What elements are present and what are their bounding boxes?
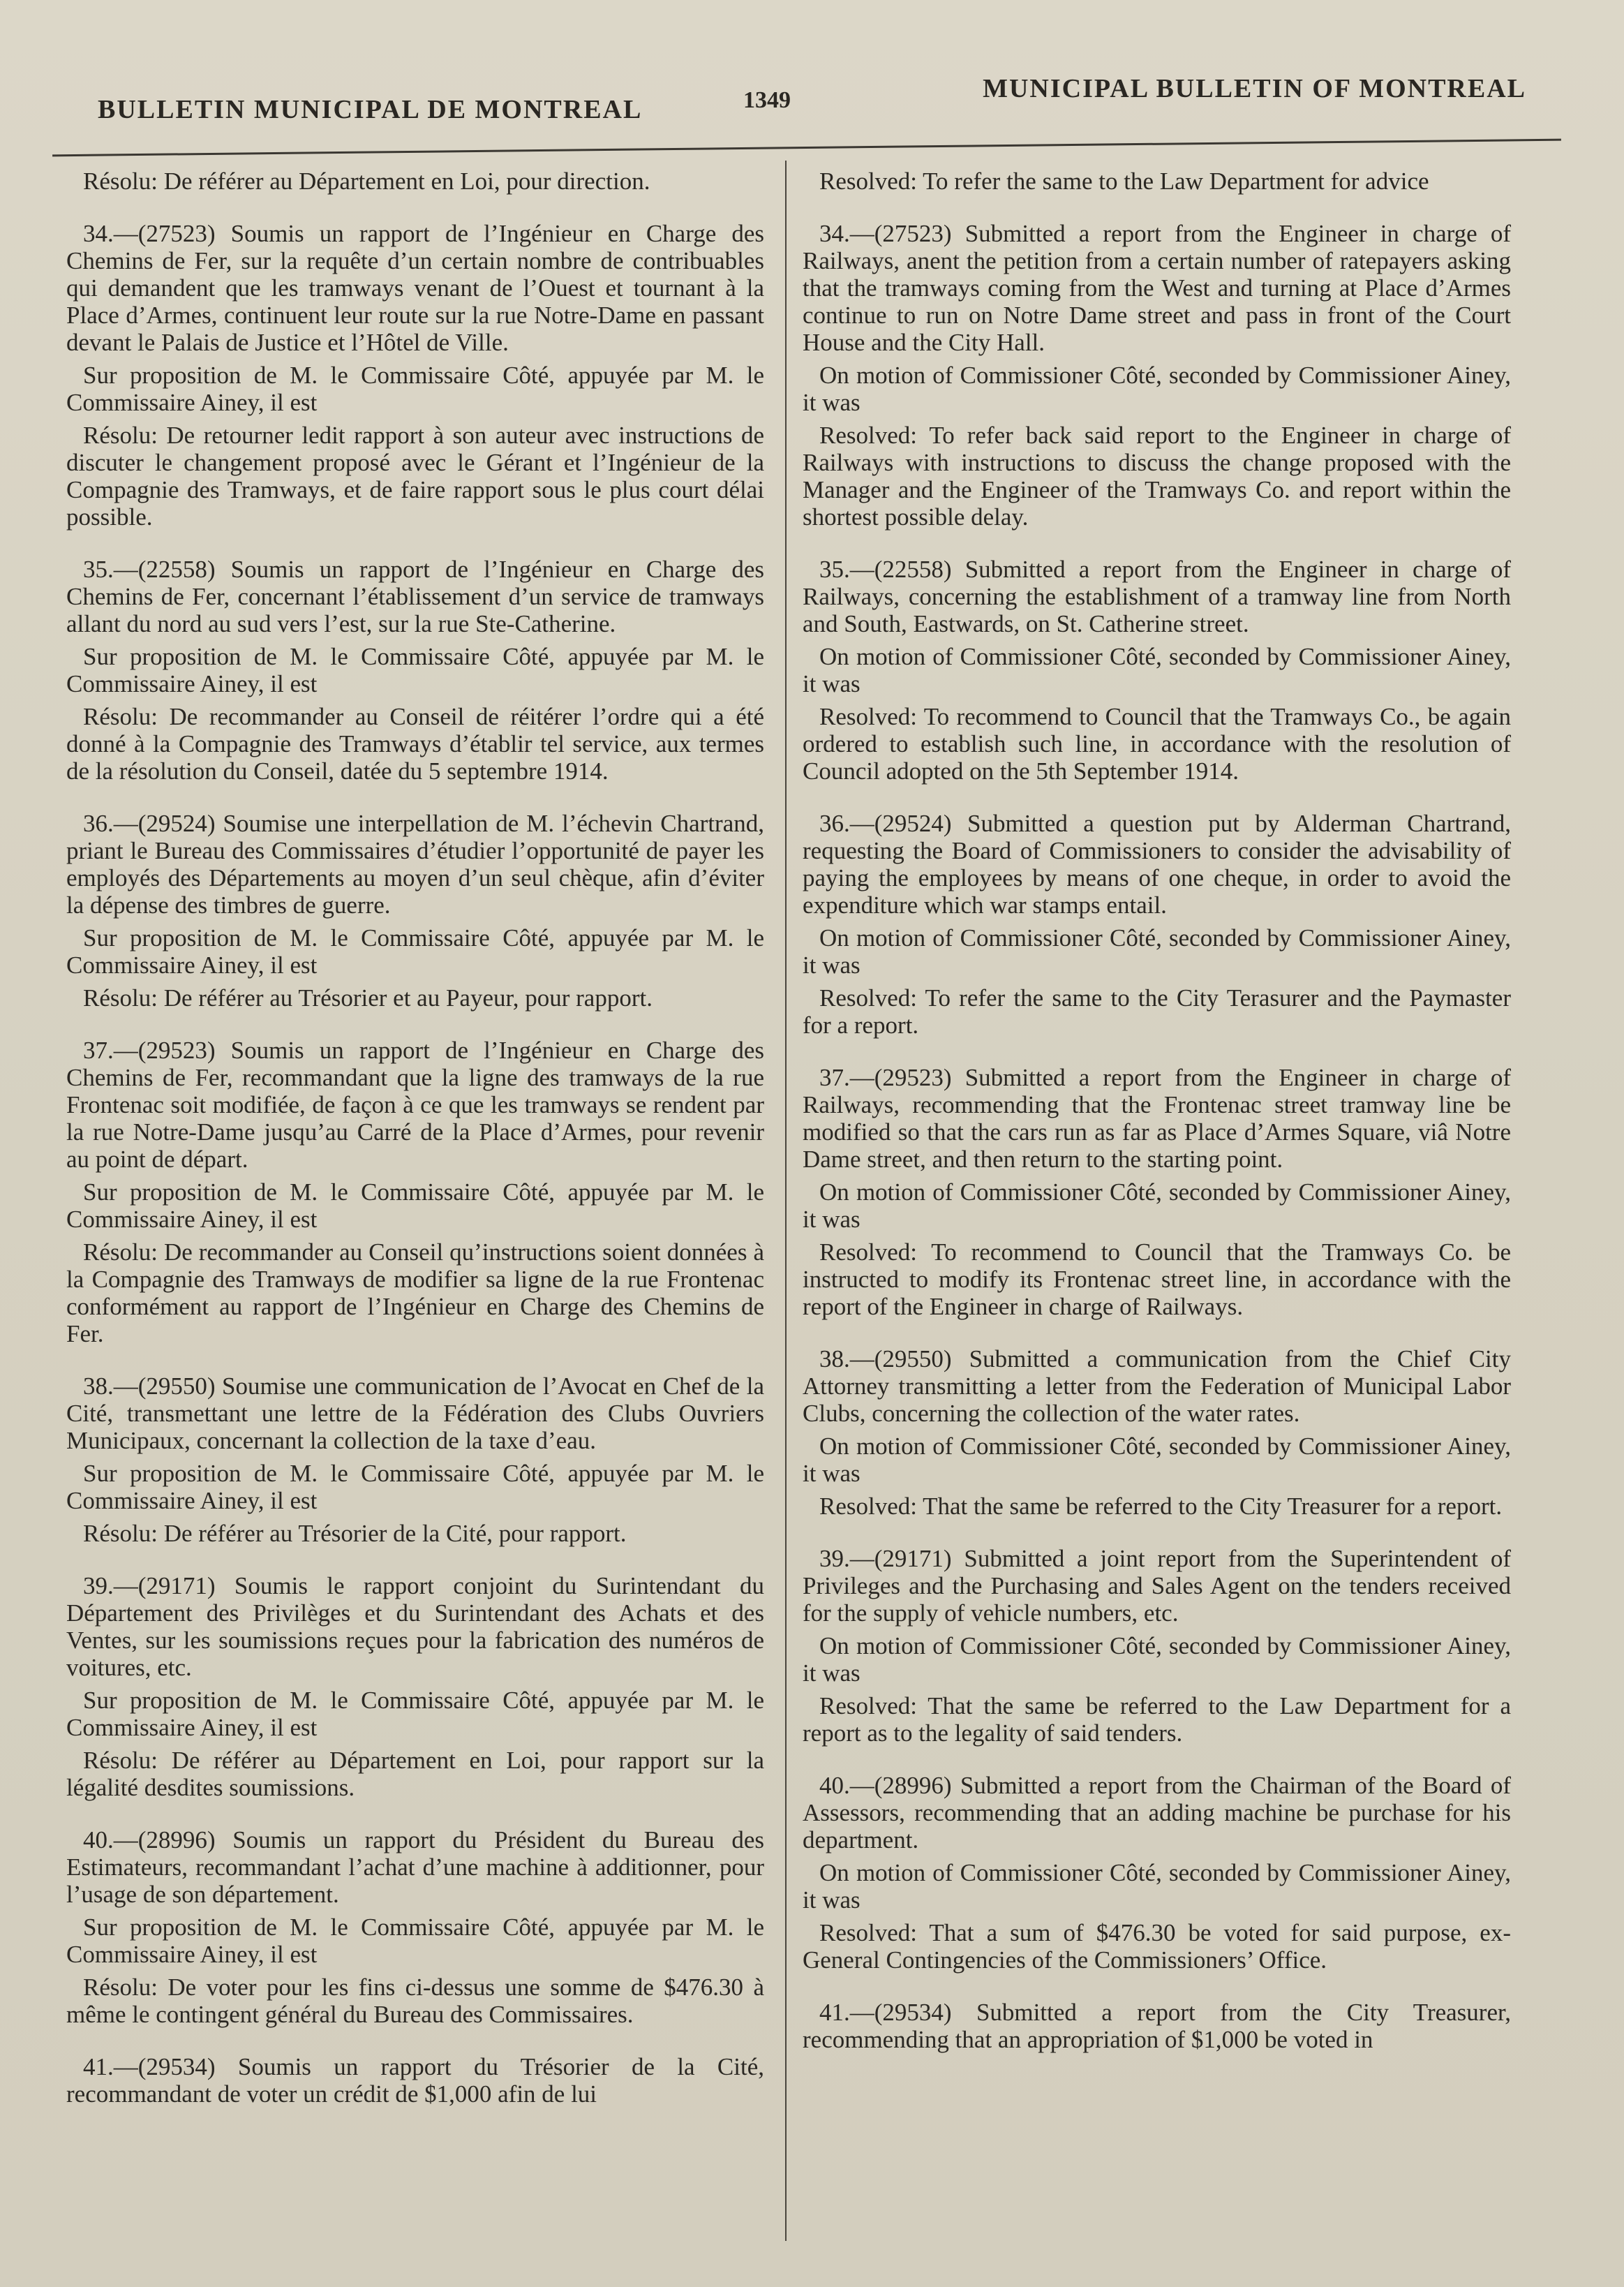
french-paragraph: Résolu: De recommander au Conseil qu’instructions soient données à la Compagnie des Tramways de modifier sa ligne de la rue Frontenac conformément au rapport de l’Ingénieur en Charge des Chemins de Fer. [66, 1238, 764, 1347]
french-entry [66, 1826, 764, 2028]
english-paragraph: On motion of Commissioner Côté, seconded by Commissioner Ainey, it was [803, 1178, 1511, 1233]
english-entry [803, 220, 1511, 531]
french-paragraph: 36.—(29524) Soumise une interpellation de M. l’échevin Chartrand, priant le Bureau des Commissaires d’étudier l’opportunité de payer les employés des Départements au moyen d’un seul chèque, afin d’éviter la dépense des timbres de guerre. [66, 810, 764, 919]
english-paragraph: Resolved: To refer the same to the Law Department for advice [819, 168, 1429, 195]
english-entry [803, 1999, 1511, 2053]
english-paragraph: Resolved: To refer back said report to the Engineer in charge of Railways with instructions to discuss the change proposed with the Manager and the Engineer of the Tramways Co. and report within the shortest possible delay. [803, 422, 1511, 531]
french-entry [66, 810, 764, 1012]
header-title-english: MUNICIPAL BULLETIN OF MONTREAL [983, 74, 1526, 103]
english-entry [803, 1545, 1511, 1747]
french-paragraph: Sur proposition de M. le Commissaire Côté, appuyée par M. le Commissaire Ainey, il est [66, 1914, 764, 1968]
english-paragraph: Resolved: To refer the same to the City Terasurer and the Paymaster for a report. [803, 984, 1511, 1039]
french-paragraph: Résolu: De référer au Trésorier et au Payeur, pour rapport. [83, 984, 653, 1012]
french-entry [66, 1037, 764, 1347]
french-entry [66, 220, 764, 531]
french-entry [66, 2053, 764, 2108]
english-paragraph: On motion of Commissioner Côté, seconded by Commissioner Ainey, it was [803, 643, 1511, 697]
page-header [91, 66, 1533, 136]
english-paragraph: On motion of Commissioner Côté, seconded by Commissioner Ainey, it was [803, 1632, 1511, 1687]
header-rule [52, 139, 1561, 157]
english-paragraph: On motion of Commissioner Côté, seconded by Commissioner Ainey, it was [803, 1433, 1511, 1487]
english-paragraph: 39.—(29171) Submitted a joint report from the Superintendent of Privileges and the Purchasing and Sales Agent on the tenders received for the supply of vehicle numbers, etc. [803, 1545, 1511, 1627]
french-entry [66, 1572, 764, 1801]
english-paragraph: Resolved: That a sum of $476.30 be voted for said purpose, ex-General Contingencies of the Commissioners’ Office. [803, 1919, 1511, 1974]
french-paragraph: Sur proposition de M. le Commissaire Côté, appuyée par M. le Commissaire Ainey, il est [66, 362, 764, 416]
english-paragraph: 41.—(29534) Submitted a report from the City Treasurer, recommending that an appropriation of $1,000 be voted in [803, 1999, 1511, 2053]
english-entry [803, 810, 1511, 1039]
english-paragraph: 37.—(29523) Submitted a report from the Engineer in charge of Railways, recommending that the Frontenac street tramway line be modified so that the cars run as far as Place d’Armes Square, viâ Notre Dame street, and then return to the starting point. [803, 1064, 1511, 1173]
french-paragraph: Sur proposition de M. le Commissaire Côté, appuyée par M. le Commissaire Ainey, il est [66, 1687, 764, 1741]
english-entry [803, 1345, 1511, 1520]
english-entry [803, 168, 1511, 195]
french-paragraph: 39.—(29171) Soumis le rapport conjoint du Surintendant du Département des Privilèges et du Surintendant des Achats et des Ventes, sur les soumissions reçues pour la fabrication des numéros de voitures, etc. [66, 1572, 764, 1681]
french-paragraph: Résolu: De retourner ledit rapport à son auteur avec instructions de discuter le changement proposé avec le Gérant et l’Ingénieur de la Compagnie des Tramways, et de faire rapport sous le plus court délai possible. [66, 422, 764, 531]
column-divider [785, 161, 787, 2241]
french-paragraph: 34.—(27523) Soumis un rapport de l’Ingénieur en Charge des Chemins de Fer, sur la requête d’un certain nombre de contribuables qui demandent que les tramways venant de l’Ouest et tournant à la Place d’Armes, continuent leur route sur la rue Notre-Dame en passant devant le Palais de Justice et l’Hôtel de Ville. [66, 220, 764, 356]
french-paragraph: 35.—(22558) Soumis un rapport de l’Ingénieur en Charge des Chemins de Fer, concernant l’établissement d’un service de tramways allant du nord au sud vers l’est, sur la rue Ste-Catherine. [66, 556, 764, 637]
french-paragraph: 38.—(29550) Soumise une communication de l’Avocat en Chef de la Cité, transmettant une lettre de la Fédération des Clubs Ouvriers Municipaux, concernant la collection de la taxe d’eau. [66, 1372, 764, 1454]
page-number: 1349 [743, 87, 791, 113]
english-paragraph: Resolved: To recommend to Council that the Tramways Co., be again ordered to establish such line, in accordance with the resolution of Council adopted on the 5th September 1914. [803, 703, 1511, 785]
english-entry [803, 1772, 1511, 1974]
french-entry [66, 1372, 764, 1547]
english-paragraph: 34.—(27523) Submitted a report from the Engineer in charge of Railways, anent the petition from a certain number of ratepayers asking that the tramways coming from the West and turning at Place d’Armes continue to run on Notre Dame street and pass in front of the Court House and the City Hall. [803, 220, 1511, 356]
french-entry [66, 556, 764, 785]
english-paragraph: 35.—(22558) Submitted a report from the Engineer in charge of Railways, concerning the establishment of a tramway line from North and South, Eastwards, on St. Catherine street. [803, 556, 1511, 637]
french-paragraph: Sur proposition de M. le Commissaire Côté, appuyée par M. le Commissaire Ainey, il est [66, 643, 764, 697]
french-paragraph: Résolu: De voter pour les fins ci-dessus une somme de $476.30 à même le contingent général du Bureau des Commissaires. [66, 1974, 764, 2028]
french-entry [66, 168, 764, 195]
english-paragraph: 38.—(29550) Submitted a communication from the Chief City Attorney transmitting a letter from the Federation of Municipal Labor Clubs, concerning the collection of the water rates. [803, 1345, 1511, 1427]
french-paragraph: 40.—(28996) Soumis un rapport du Président du Bureau des Estimateurs, recommandant l’achat d’une machine à additionner, pour l’usage de son département. [66, 1826, 764, 1908]
english-paragraph: 40.—(28996) Submitted a report from the Chairman of the Board of Assessors, recommending that an adding machine be purchase for his department. [803, 1772, 1511, 1853]
french-paragraph: Sur proposition de M. le Commissaire Côté, appuyée par M. le Commissaire Ainey, il est [66, 1460, 764, 1514]
english-paragraph: On motion of Commissioner Côté, seconded by Commissioner Ainey, it was [803, 362, 1511, 416]
french-paragraph: 41.—(29534) Soumis un rapport du Trésorier de la Cité, recommandant de voter un crédit de $1,000 afin de lui [66, 2053, 764, 2108]
english-column [803, 168, 1511, 2078]
english-entry [803, 556, 1511, 785]
french-paragraph: Sur proposition de M. le Commissaire Côté, appuyée par M. le Commissaire Ainey, il est [66, 924, 764, 979]
french-paragraph: Résolu: De référer au Trésorier de la Cité, pour rapport. [83, 1520, 627, 1547]
english-entry [803, 1064, 1511, 1320]
french-paragraph: Résolu: De référer au Département en Loi, pour rapport sur la légalité desdites soumissions. [66, 1747, 764, 1801]
english-paragraph: Resolved: That the same be referred to the City Treasurer for a report. [819, 1493, 1503, 1520]
french-paragraph: Sur proposition de M. le Commissaire Côté, appuyée par M. le Commissaire Ainey, il est [66, 1178, 764, 1233]
english-paragraph: Resolved: To recommend to Council that the Tramways Co. be instructed to modify its Frontenac street line, in accordance with the report of the Engineer in charge of Railways. [803, 1238, 1511, 1320]
french-paragraph: Résolu: De recommander au Conseil de réitérer l’ordre qui a été donné à la Compagnie des Tramways d’établir tel service, aux termes de la résolution du Conseil, datée du 5 septembre 1914. [66, 703, 764, 785]
english-paragraph: On motion of Commissioner Côté, seconded by Commissioner Ainey, it was [803, 924, 1511, 979]
french-column [66, 168, 764, 2133]
french-paragraph: 37.—(29523) Soumis un rapport de l’Ingénieur en Charge des Chemins de Fer, recommandant que la ligne des tramways de la rue Frontenac soit modifiée, de façon à ce que les tramways se rendent par la rue Notre-Dame jusqu’au Carré de la Place d’Armes, pour revenir au point de départ. [66, 1037, 764, 1173]
english-paragraph: Resolved: That the same be referred to the Law Department for a report as to the legality of said tenders. [803, 1692, 1511, 1747]
english-paragraph: On motion of Commissioner Côté, seconded by Commissioner Ainey, it was [803, 1859, 1511, 1914]
header-title-french: BULLETIN MUNICIPAL DE MONTREAL [98, 95, 643, 124]
english-paragraph: 36.—(29524) Submitted a question put by Alderman Chartrand, requesting the Board of Commissioners to consider the advisability of paying the employees by means of one cheque, in order to avoid the expenditure which war stamps entail. [803, 810, 1511, 919]
french-paragraph: Résolu: De référer au Département en Loi, pour direction. [83, 168, 650, 195]
